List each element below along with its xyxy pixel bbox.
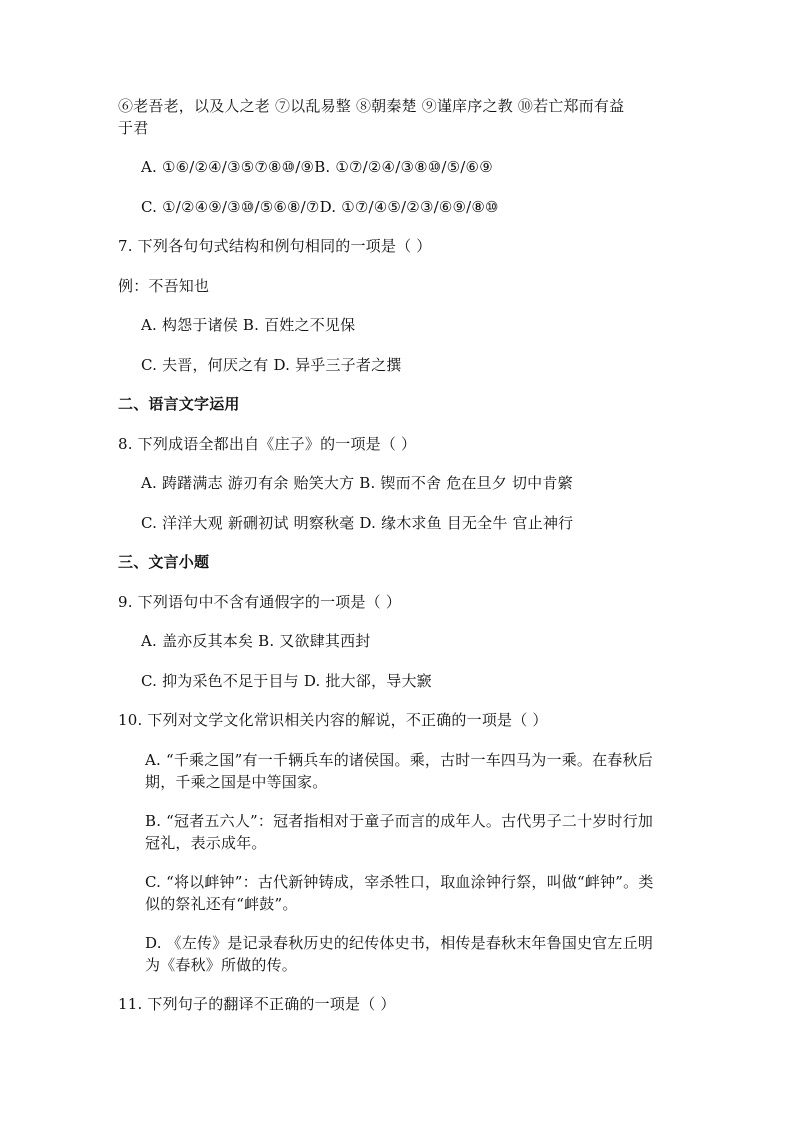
q10-option-d-line2: 为《春秋》所做的传。 bbox=[145, 956, 298, 974]
q10-option-b-line2: 冠礼，表示成年。 bbox=[145, 834, 267, 852]
q6-items-line2: 于君 bbox=[118, 119, 149, 137]
q6-items-line1: ⑥老吾老，以及人之老 ⑦以乱易整 ⑧朝秦楚 ⑨谨庠序之教 ⑩若亡郑而有益 bbox=[118, 97, 625, 115]
q7-option-ab: A. 构怨于诸侯 B. 百姓之不见保 bbox=[141, 316, 356, 334]
q10-option-b-line1: B. “冠者五六人”：冠者指相对于童子而言的成年人。古代男子二十岁时行加 bbox=[145, 812, 654, 830]
q8-option-ab: A. 踌躇满志 游刃有余 贻笑大方 B. 锲而不舍 危在旦夕 切中肯綮 bbox=[141, 474, 573, 492]
q10-stem: 10. 下列对文学文化常识相关内容的解说，不正确的一项是（ ） bbox=[118, 711, 548, 729]
q10-option-d-line1: D. 《左传》是记录春秋历史的纪传体史书，相传是春秋末年鲁国史官左丘明 bbox=[145, 934, 654, 952]
q6-option-ab: A. ①⑥/②④/③⑤⑦⑧⑩/⑨B. ①⑦/②④/③⑧⑩/⑤/⑥⑨ bbox=[141, 158, 493, 176]
q8-stem: 8. 下列成语全都出自《庄子》的一项是（ ） bbox=[118, 435, 417, 453]
q7-option-cd: C. 夫晋，何厌之有 D. 异乎三子者之撰 bbox=[141, 356, 402, 374]
q7-stem: 7. 下列各句句式结构和例句相同的一项是（ ） bbox=[118, 237, 432, 255]
q8-option-cd: C. 洋洋大观 新硎初试 明察秋毫 D. 缘木求鱼 目无全牛 官止神行 bbox=[141, 514, 574, 532]
q10-option-a-line2: 期，千乘之国是中等国家。 bbox=[145, 773, 328, 791]
section-title-language-use: 二、语言文字运用 bbox=[118, 395, 240, 413]
q11-stem: 11. 下列句子的翻译不正确的一项是（ ） bbox=[118, 995, 396, 1013]
q10-option-c-line1: C. “将以衅钟”：古代新钟铸成，宰杀牲口，取血涂钟行祭，叫做“衅钟”。类 bbox=[145, 873, 654, 891]
q9-stem: 9. 下列语句中不含有通假字的一项是（ ） bbox=[118, 593, 402, 611]
section-title-classical-chinese: 三、文言小题 bbox=[118, 553, 210, 571]
q10-option-c-line2: 似的祭礼还有“衅鼓”。 bbox=[145, 895, 298, 913]
q10-option-a-line1: A. “千乘之国”有一千辆兵车的诸侯国。乘，古时一车四马为一乘。在春秋后 bbox=[145, 751, 653, 769]
q7-example: 例：不吾知也 bbox=[118, 277, 210, 295]
q9-option-ab: A. 盖亦反其本矣 B. 又欲肆其西封 bbox=[141, 632, 371, 650]
q9-option-cd: C. 抑为采色不足于目与 D. 批大郤，导大窾 bbox=[141, 672, 432, 690]
q6-option-cd: C. ①/②④⑨/③⑩/⑤⑥⑧/⑦D. ①⑦/④⑤/②③/⑥⑨/⑧⑩ bbox=[141, 198, 499, 216]
